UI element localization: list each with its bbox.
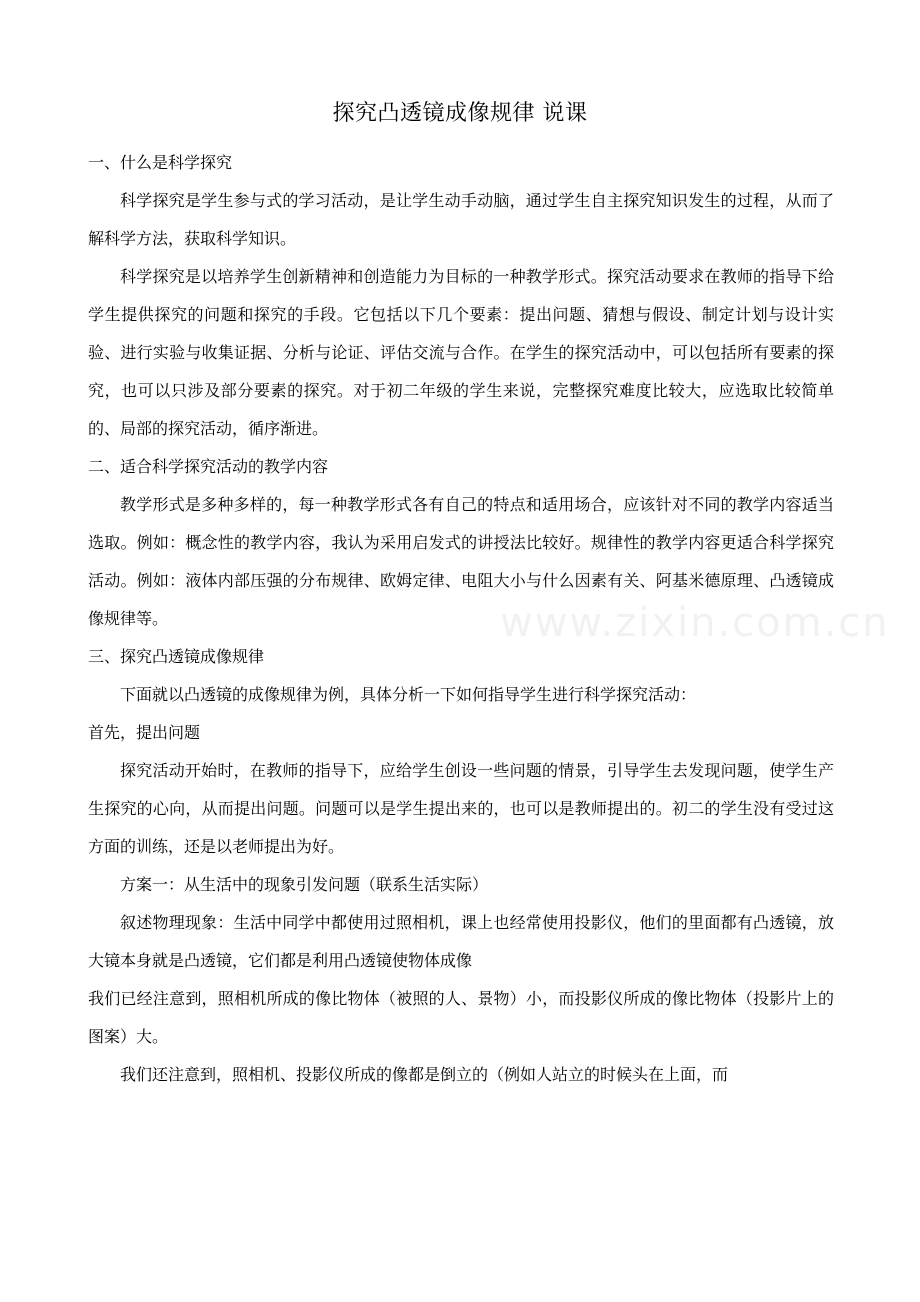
paragraph: 科学探究是学生参与式的学习活动，是让学生动手动脑，通过学生自主探究知识发生的过程，从而了解科学方法，获取科学知识。 <box>88 191 834 248</box>
document-body <box>88 144 834 1094</box>
watermark: www.zixin.com.cn <box>500 600 890 646</box>
paragraph: 我们已经注意到，照相机所成的像比物体（被照的人、景物）小，而投影仪所成的像比物体（投影片上的图案）大。 <box>88 989 834 1046</box>
paragraph: 我们还注意到，照相机、投影仪所成的像都是倒立的（例如人站立的时候头在上面，而 <box>120 1065 729 1084</box>
paragraph: 下面就以凸透镜的成像规律为例，具体分析一下如何指导学生进行科学探究活动： <box>120 685 697 704</box>
subheading: 首先，提出问题 <box>88 723 201 742</box>
paragraph: 方案一：从生活中的现象引发问题（联系生活实际） <box>120 875 489 894</box>
paragraph: 教学形式是多种多样的，每一种教学形式各有自己的特点和适用场合，应该针对不同的教学内容适当选取。例如：概念性的教学内容，我认为采用启发式的讲授法比较好。规律性的教学内容更适合科学探究活动。例如：液体内部压强的分布规律、欧姆定律、电阻大小与什么因素有关、阿基米德原理、凸透镜成像规律等。 <box>88 495 834 628</box>
section-heading-2: 二、适合科学探究活动的教学内容 <box>88 457 329 476</box>
paragraph: 科学探究是以培养学生创新精神和创造能力为目标的一种教学形式。探究活动要求在教师的指导下给学生提供探究的问题和探究的手段。它包括以下几个要素：提出问题、猜想与假设、制定计划与设计实验、进行实验与收集证据、分析与论证、评估交流与合作。在学生的探究活动中，可以包括所有要素的探究，也可以只涉及部分要素的探究。对于初二年级的学生来说，完整探究难度比较大，应选取比较简单的、局部的探究活动，循序渐进。 <box>88 267 834 438</box>
page-title: 探究凸透镜成像规律 说课 <box>332 101 588 126</box>
section-heading-3: 三、探究凸透镜成像规律 <box>88 647 265 666</box>
paragraph: 叙述物理现象：生活中同学中都使用过照相机，课上也经常使用投影仪，他们的里面都有凸透镜，放大镜本身就是凸透镜，它们都是利用凸透镜使物体成像 <box>88 913 834 970</box>
section-heading-1: 一、什么是科学探究 <box>88 153 233 172</box>
paragraph: 探究活动开始时，在教师的指导下，应给学生创设一些问题的情景，引导学生去发现问题，使学生产生探究的心向，从而提出问题。问题可以是学生提出来的，也可以是教师提出的。初二的学生没有受过这方面的训练，还是以老师提出为好。 <box>88 761 834 856</box>
